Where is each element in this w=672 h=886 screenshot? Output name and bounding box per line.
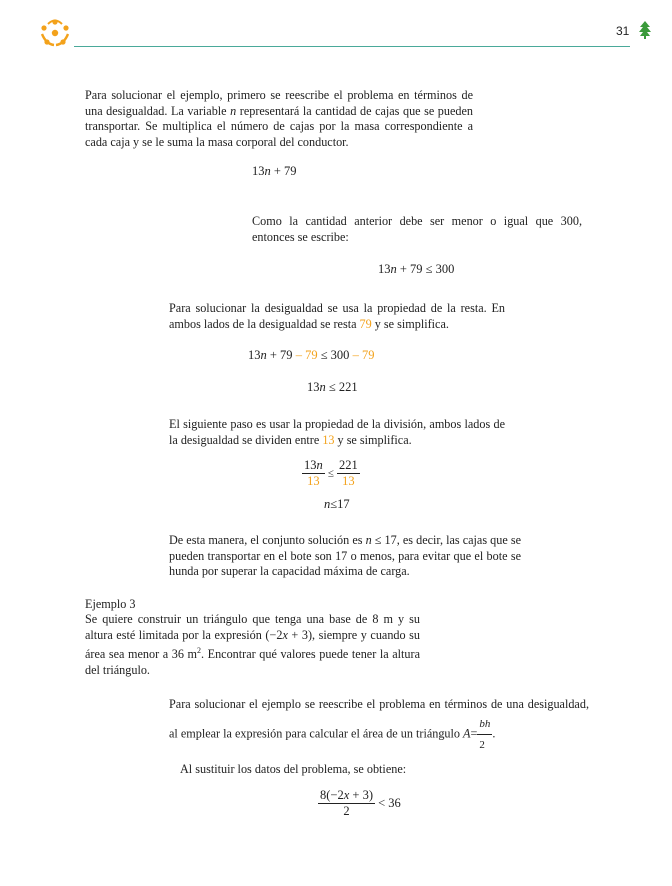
inequality-13n-le-221: 13n ≤ 221 (307, 380, 358, 394)
condition-paragraph: Como la cantidad anterior debe ser menor o igual que 300, entonces se escribe: (252, 214, 582, 244)
conclusion-paragraph: De esta manera, el conjunto solución es n ≤ 17, es decir, las cajas que se pueden transportar en el bote son 17 o menos, para evitar que el bote se hunda por superar la capacidad máxima de carga. (169, 533, 522, 579)
result-n-le-17: n≤17 (324, 497, 350, 511)
expression-13n-plus-79: 13n + 79 (252, 164, 297, 178)
example-3-statement: Se quiere construir un triángulo que tenga una base de 8 m y su altura esté limitada por la expresión (−2x + 3), siempre y cuando su área sea menor a 36 $m^2$. Encontrar qué valores puede tener la altura del triángulo. (85, 612, 420, 677)
area-paragraph: Para solucionar el ejemplo se reescribe el problema en términos de una desigualdad, al emplear la expresión para calcular el área de un triángulo A= $\frac{bh}{2}$ . (169, 697, 589, 751)
page-number: 31 (616, 24, 630, 38)
sun-people-logo-icon (38, 18, 72, 48)
header-rule (74, 46, 630, 47)
right-fraction: $\frac{221}{13}$ (339, 458, 358, 488)
fraction-inequality: $\frac{13n}{13}$ ≤ $\frac{221}{13}$ (304, 458, 358, 488)
substitute-paragraph: Al sustituir los datos del problema, se obtiene: (180, 762, 407, 776)
final-inequality: $\frac{8(-2x + 3)}{2}$ < 36 (320, 788, 401, 818)
division-paragraph: El siguiente paso es usar la propiedad de la división, ambos lados de la desigualdad se dividen entre 13 y se simplifica. (169, 417, 505, 447)
subtraction-paragraph: Para solucionar la desigualdad se usa la propiedad de la resta. En ambos lados de la desigualdad se resta 79 y se simplifica. (169, 301, 505, 331)
intro-paragraph: Para solucionar el ejemplo, primero se reescribe el problema en términos de una desigualdad. La variable n representará la cantidad de cajas que se pueden transportar. Se multiplica el número de cajas por la masa correspondiente a cada caja y se le suma la masa corporal del conductor. (85, 88, 474, 149)
inequality-subtract-79: 13n + 79 – 79 ≤ 300 – 79 (248, 348, 375, 362)
left-fraction: $\frac{13n}{13}$ (304, 458, 323, 488)
green-tree-icon (638, 20, 652, 40)
example-3-title: Ejemplo 3 (85, 597, 136, 611)
inequality-13n-79-le-300: 13n + 79 ≤ 300 (378, 262, 455, 276)
